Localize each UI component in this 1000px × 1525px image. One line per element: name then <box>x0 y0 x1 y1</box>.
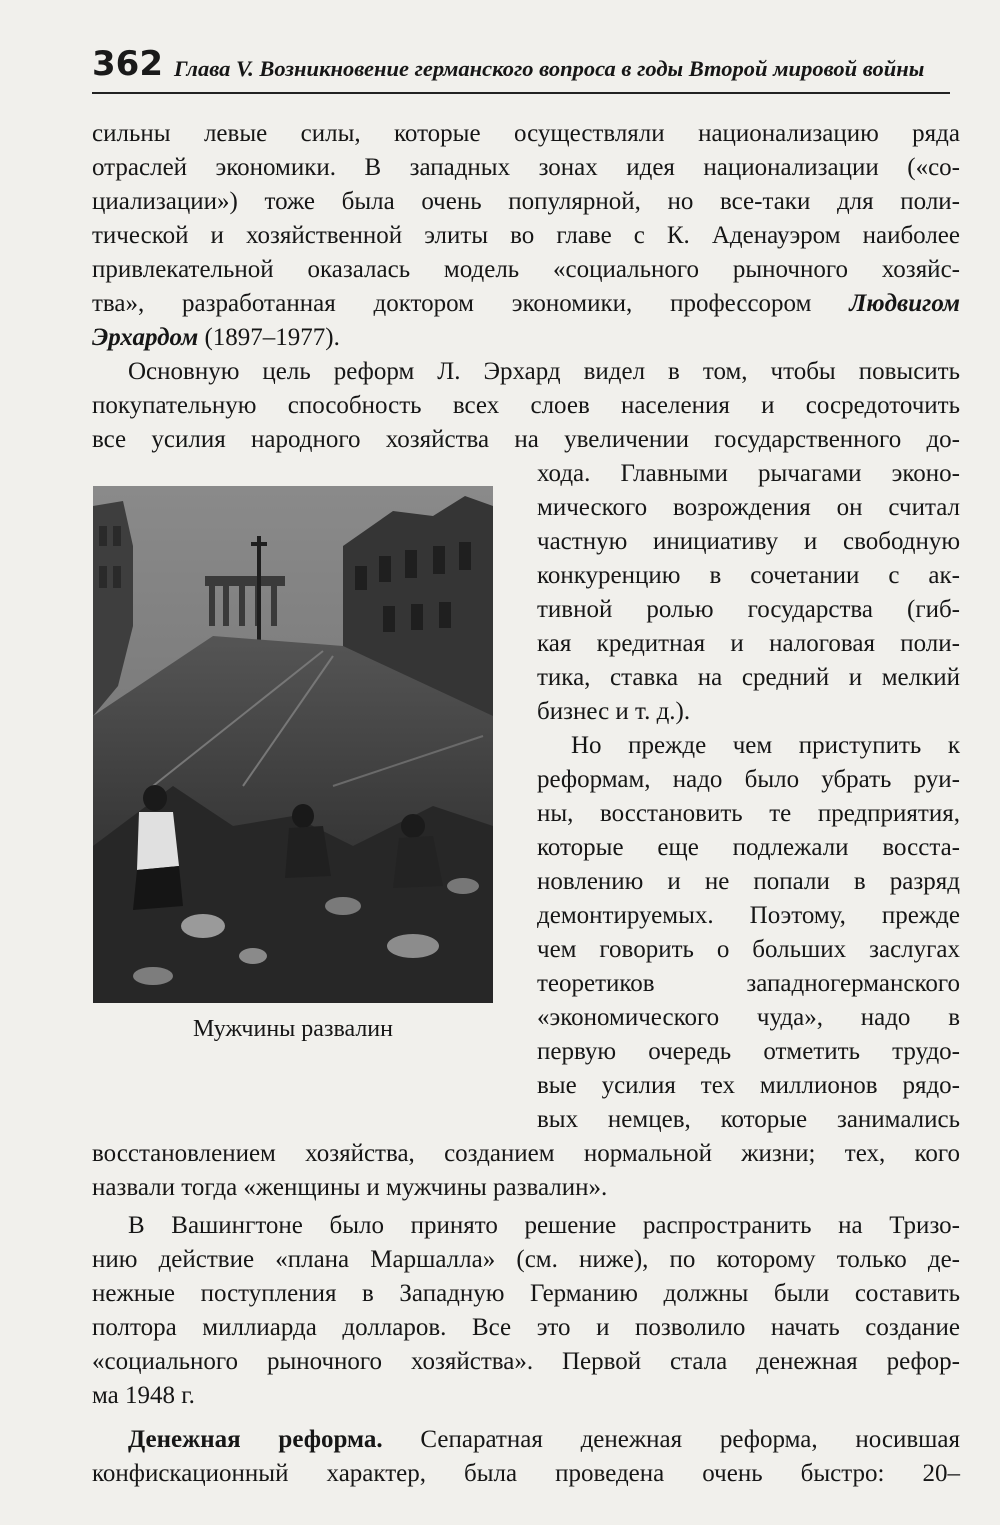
section-heading: Денежная реформа. <box>128 1426 383 1453</box>
text-line: кая кредитная и налоговая поли- <box>537 630 960 657</box>
text-line <box>92 323 960 353</box>
text-line <box>92 289 960 319</box>
text-line: реформам, надо было убрать руи- <box>537 766 960 793</box>
text-line: циализации») тоже была очень популярной, но все-таки для поли- <box>92 188 960 215</box>
text-line: полтора миллиарда долларов. Все это и позволило начать создание <box>92 1314 960 1341</box>
text-line: мического возрождения он считал <box>537 494 960 521</box>
text-line: назвали тогда «женщины и мужчины развалин». <box>92 1174 608 1201</box>
text-line: конкуренцию в сочетании с ак- <box>537 562 960 589</box>
text-line: все усилия народного хозяйства на увеличении государственного до- <box>92 426 960 453</box>
text-line: нию действие «плана Маршалла» (см. ниже), по которому только де- <box>92 1246 960 1273</box>
photo-caption: Мужчины развалин <box>193 1016 393 1042</box>
text-line: нежные поступления в Западную Германию должны были составить <box>92 1280 960 1307</box>
running-title: Глава V. Возникновение германского вопроса в годы Второй мировой войны <box>174 56 925 81</box>
text-line: восстановлением хозяйства, созданием нормальной жизни; тех, кого <box>92 1140 960 1167</box>
text-line: первую очередь отметить трудо- <box>537 1038 960 1065</box>
text-line: отраслей экономики. В западных зонах идея национализации («со- <box>92 154 960 181</box>
text-line: теоретиков западногерманского <box>537 970 960 997</box>
text-line: Но прежде чем приступить к <box>571 732 960 759</box>
text-line: ма 1948 г. <box>92 1382 195 1409</box>
text-line: частную инициативу и свободную <box>537 528 960 555</box>
text-line: ны, восстановить те предприятия, <box>537 800 960 827</box>
text-line: конфискационный характер, была проведена очень быстро: 20– <box>92 1460 960 1487</box>
text-line: «экономического чуда», надо в <box>537 1004 960 1031</box>
text-line: тивной ролью государства (гиб- <box>537 596 960 623</box>
text-line: тической и хозяйственной элиты во главе с К. Аденауэром наиболее <box>92 222 960 249</box>
text-line: тика, ставка на средний и мелкий <box>537 664 960 691</box>
person-name: Людвигом <box>849 290 960 317</box>
text-line: вых немцев, которые занимались <box>537 1106 960 1133</box>
running-head <box>92 40 950 94</box>
text-line: хода. Главными рычагами эконо- <box>537 460 960 487</box>
person-name: Эрхардом <box>92 324 199 351</box>
text-line: В Вашингтоне было принято решение распространить на Тризо- <box>128 1212 960 1239</box>
text-line: новлению и не попали в разряд <box>537 868 960 895</box>
text-line: Основную цель реформ Л. Эрхард видел в том, чтобы повысить <box>128 358 960 385</box>
page-number: 362 <box>92 44 163 84</box>
text-line: сильны левые силы, которые осуществляли национализацию ряда <box>92 120 960 147</box>
text-line: демонтируемых. Поэтому, прежде <box>537 902 960 929</box>
text-line: «социального рыночного хозяйства». Первой стала денежная рефор- <box>92 1348 960 1375</box>
text-line: привлекательной оказалась модель «социального рыночного хозяйс- <box>92 256 960 283</box>
ruins-photo <box>93 486 493 1003</box>
text-line: вые усилия тех миллионов рядо- <box>537 1072 960 1099</box>
text-line <box>128 1425 960 1455</box>
text-line: бизнес и т. д.). <box>537 698 691 725</box>
text-line: покупательную способность всех слоев населения и сосредоточить <box>92 392 960 419</box>
text-segment: тва», разработанная доктором экономики, профессором <box>92 290 812 317</box>
text-line: чем говорить о больших заслугах <box>537 936 960 963</box>
text-line: которые еще подлежали восста- <box>537 834 960 861</box>
ruins-photo-illustration <box>93 486 493 1003</box>
text-segment: Сепаратная денежная реформа, носившая <box>382 1426 960 1453</box>
text-segment: (1897–1977). <box>198 324 340 351</box>
